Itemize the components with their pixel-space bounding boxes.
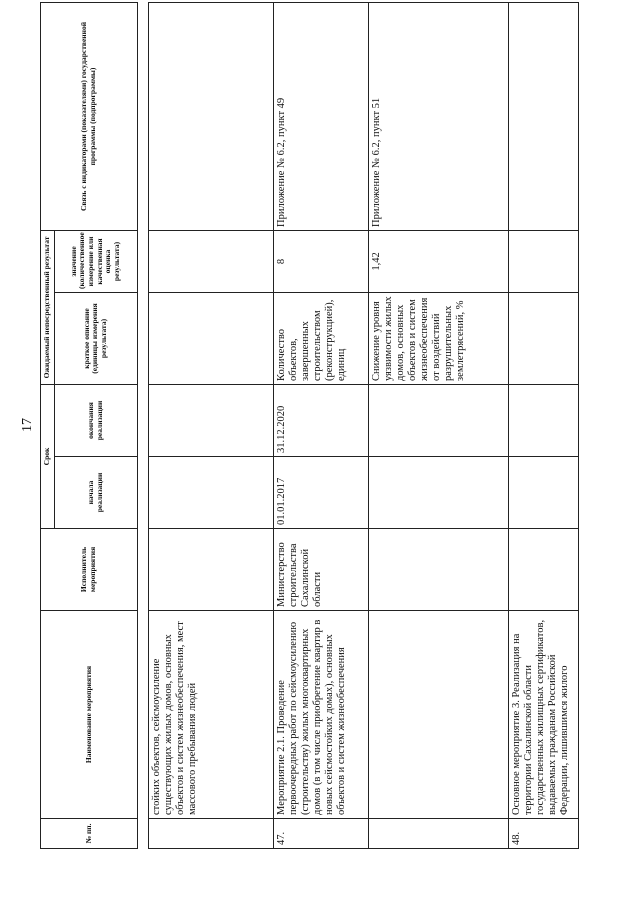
row-result-desc <box>508 292 578 384</box>
row-start: 01.01.2017 <box>273 457 368 529</box>
header-row <box>41 2 55 848</box>
header-end: окончания реализации <box>54 384 137 456</box>
table-row <box>273 2 368 848</box>
row-executor: Министерство строительства Сахалинской области <box>273 529 368 611</box>
row-name: Мероприятие 2.1. Проведение первоочередных работ по сейсмоусилению (строительству) жилых многоквартирных домов (в том числе приобретение квартир в новых сейсмостойких домах), основных объектов и систем жизнеобеспечения <box>273 611 368 819</box>
header-result: Ожидаемый непосредственный результат <box>41 230 55 384</box>
header-start: начала реализации <box>54 457 137 529</box>
header-link: Связь с индикаторами (показателями) государственной программы (подпрограммы) <box>41 2 138 230</box>
row-link: Приложение № 6.2, пункт 51 <box>368 2 508 230</box>
header-executor: Исполнитель мероприятия <box>41 529 138 611</box>
row-name <box>368 611 508 819</box>
header-num: № пп. <box>41 819 138 849</box>
header-name: Наименование мероприятия <box>41 611 138 819</box>
table-row <box>508 2 578 848</box>
row-result-desc: Снижение уровня уязвимости жилых домов, основных объектов и систем жизнеобеспечения от воздействий разрушительных землетрясений, % <box>368 292 508 384</box>
table-row <box>368 2 508 848</box>
row-executor <box>508 529 578 611</box>
row-executor <box>368 529 508 611</box>
row-num: 47. <box>273 819 368 849</box>
header-result-desc: краткое описание (единицы измерения результата) <box>54 292 137 384</box>
row-end <box>368 384 508 456</box>
table-gap <box>137 2 148 848</box>
row-end <box>508 384 578 456</box>
row-name: Основное мероприятие 3. Реализация на территории Сахалинской области государственных жилищных сертификатов, выдаваемых гражданам Российской Федерации, лишившимся жилого <box>508 611 578 819</box>
row-num <box>368 819 508 849</box>
row-name: стойких объектов, сейсмоусиление существующих жилых домов, основных объектов и систем жизнеобеспечения, мест массового пребывания людей <box>148 611 273 819</box>
rotated-document <box>40 3 570 849</box>
row-end: 31.12.2020 <box>273 384 368 456</box>
page-number: 17 <box>20 418 35 432</box>
row-result-value <box>508 230 578 292</box>
row-result-desc: Количество объектов, завершенных строительством (реконструкцией), единиц <box>273 292 368 384</box>
row-num <box>148 819 273 849</box>
table-row <box>148 2 273 848</box>
row-start <box>368 457 508 529</box>
row-result-value <box>148 230 273 292</box>
header-term: Срок <box>41 384 55 528</box>
row-result-desc <box>148 292 273 384</box>
row-num: 48. <box>508 819 578 849</box>
row-link: Приложение № 6.2, пункт 49 <box>273 2 368 230</box>
row-end <box>148 384 273 456</box>
header-result-value: значение (количественное измерение или качественная оценка результата) <box>54 230 137 292</box>
measures-table <box>40 2 579 849</box>
row-executor <box>148 529 273 611</box>
row-start <box>148 457 273 529</box>
row-link <box>148 2 273 230</box>
row-link <box>508 2 578 230</box>
row-result-value: 8 <box>273 230 368 292</box>
row-result-value: 1,42 <box>368 230 508 292</box>
row-start <box>508 457 578 529</box>
